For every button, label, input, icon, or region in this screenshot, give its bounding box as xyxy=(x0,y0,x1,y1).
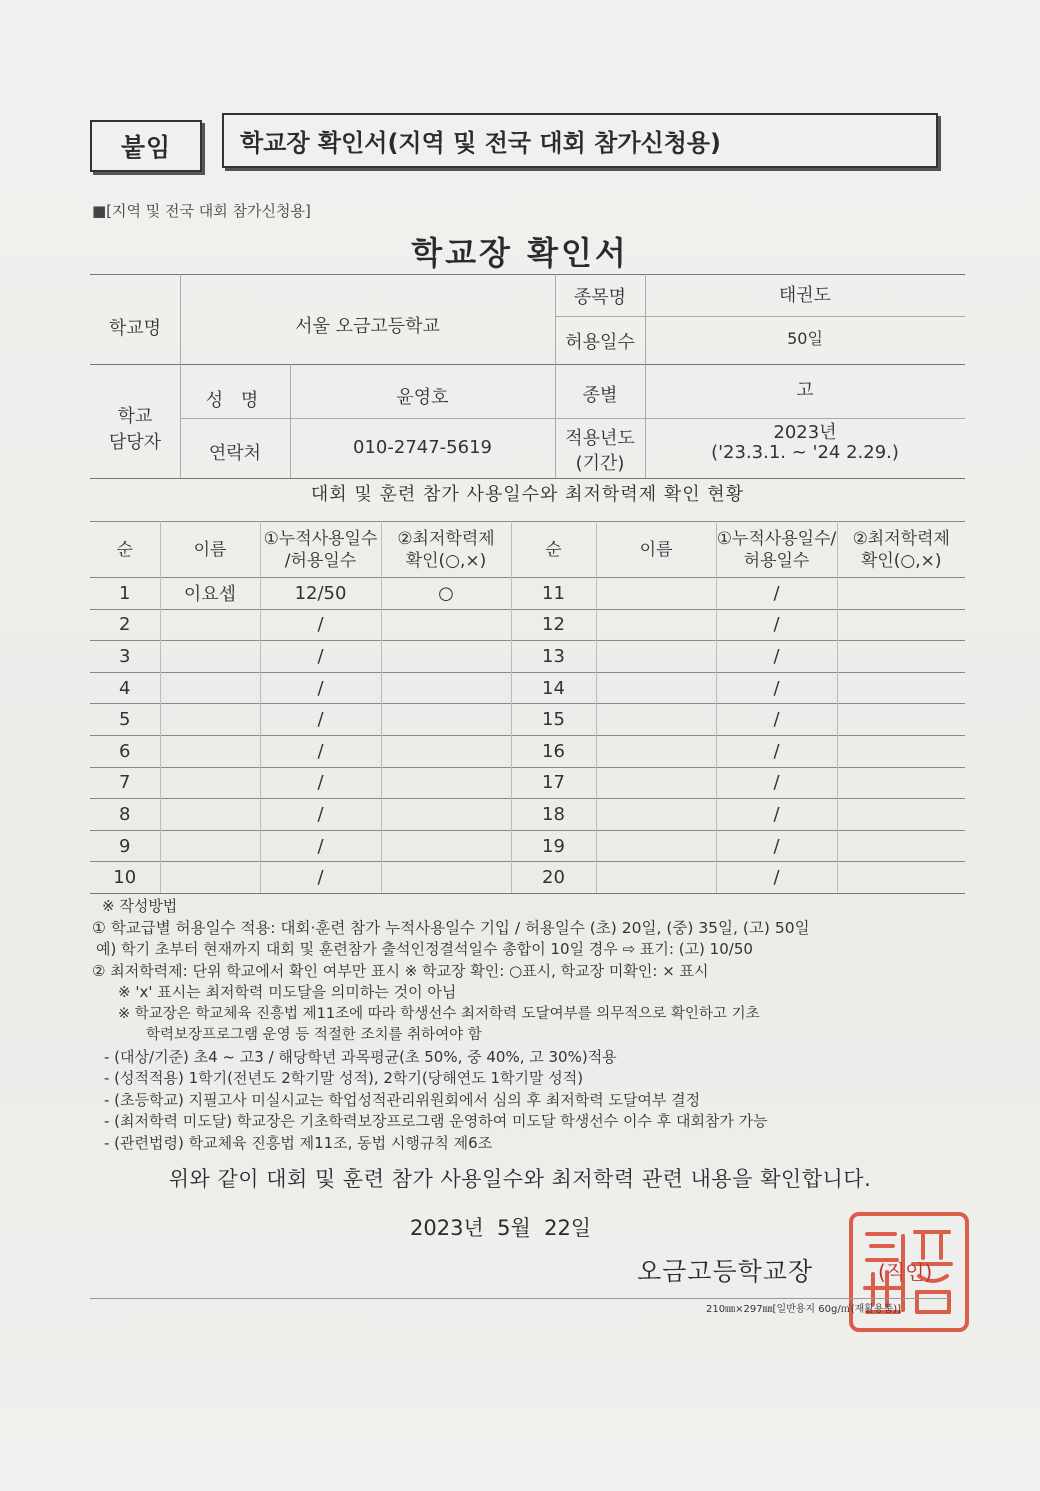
roster-cell-r-check xyxy=(837,767,965,799)
year-value: 2023년 xyxy=(773,422,837,443)
note-line: - (관련법령) 학교체육 진흥법 제11조, 동법 시행규칙 제6조 xyxy=(104,1133,493,1152)
roster-cell-r-name xyxy=(596,609,716,641)
roster-cell-r-usage: / xyxy=(716,641,837,673)
roster-cell-r-name xyxy=(596,735,716,767)
roster-cell-r-usage: / xyxy=(716,799,837,831)
col-check-r-line2: 확인(○,×) xyxy=(860,550,942,571)
writing-instructions xyxy=(92,896,972,1154)
info-mid-rule-right xyxy=(555,316,965,317)
table-row xyxy=(90,672,965,704)
roster-cell-l-usage: / xyxy=(260,799,381,831)
col-check-r xyxy=(837,522,965,578)
col-name-r: 이름 xyxy=(596,522,716,578)
info-bottom-rule xyxy=(90,478,965,479)
table-row xyxy=(90,735,965,767)
roster-cell-r-no: 15 xyxy=(511,704,596,736)
roster-cell-l-check xyxy=(381,799,511,831)
sport-value: 태권도 xyxy=(778,285,832,306)
school-label: 학교명 xyxy=(108,318,162,339)
note-line: ※ 'x' 표시는 최저학력 미도달을 의미하는 것이 아님 xyxy=(118,983,457,1001)
note-line: - (성적적용) 1학기(전년도 2학기말 성적), 2학기(당해연도 1학기말 성적) xyxy=(104,1069,584,1087)
table-row xyxy=(90,767,965,799)
roster-cell-l-name xyxy=(160,672,260,704)
paper-spec: 210㎜×297㎜[일반용지 60g/㎡(재활용품)] xyxy=(706,1304,902,1315)
table-row xyxy=(90,578,965,610)
roster-cell-r-check xyxy=(837,641,965,673)
allowed-days-value: 50일 xyxy=(787,329,823,348)
roster-cell-r-name xyxy=(596,641,716,673)
roster-cell-r-check xyxy=(837,862,965,894)
roster-cell-r-usage: / xyxy=(716,830,837,862)
form-title: 학교장 확인서(지역 및 전국 대회 참가신청용) xyxy=(222,113,938,168)
roster-cell-r-usage: / xyxy=(716,672,837,704)
table-row xyxy=(90,704,965,736)
roster-cell-r-name xyxy=(596,578,716,610)
roster-cell-r-no: 13 xyxy=(511,641,596,673)
manager-label-line1: 학교 xyxy=(117,406,153,427)
roster-cell-l-no: 5 xyxy=(90,704,160,736)
roster-cell-l-usage: / xyxy=(260,704,381,736)
roster-cell-r-check xyxy=(837,609,965,641)
roster-cell-r-no: 11 xyxy=(511,578,596,610)
manager-label-line2: 담당자 xyxy=(108,432,162,453)
roster-cell-l-check xyxy=(381,862,511,894)
note-line: - (대상/기준) 초4 ~ 고3 / 해당학년 과목평균(초 50%, 중 40%, 고 30%)적용 xyxy=(104,1047,617,1066)
footer-rule xyxy=(90,1298,950,1299)
roster-cell-r-check xyxy=(837,704,965,736)
roster-cell-r-name xyxy=(596,767,716,799)
roster-cell-l-no: 1 xyxy=(90,578,160,610)
roster-cell-l-name xyxy=(160,830,260,862)
note-line: ※ 작성방법 xyxy=(102,897,178,915)
table-row xyxy=(90,609,965,641)
roster-cell-r-check xyxy=(837,830,965,862)
note-line: ※ 학교장은 학교체육 진흥법 제11조에 따라 학생선수 최저학력 도달여부를 의무적으로 확인하고 기초 xyxy=(118,1005,760,1022)
roster-cell-l-no: 10 xyxy=(90,862,160,894)
level-label: 종별 xyxy=(582,385,618,406)
roster-cell-l-name xyxy=(160,704,260,736)
attachment-label: 붙임 xyxy=(90,120,202,172)
roster-cell-l-no: 3 xyxy=(90,641,160,673)
col-usage-r-line2: 허용일수 xyxy=(743,550,810,571)
roster-cell-l-no: 2 xyxy=(90,609,160,641)
col-no: 순 xyxy=(90,522,160,578)
name-value: 윤영호 xyxy=(396,387,449,408)
roster-cell-r-name xyxy=(596,799,716,831)
roster-cell-r-check xyxy=(837,578,965,610)
roster-cell-r-no: 17 xyxy=(511,767,596,799)
year-label-line2: (기간) xyxy=(575,453,625,474)
col-check-line2: 확인(○,×) xyxy=(405,550,487,571)
roster-cell-l-usage: / xyxy=(260,609,381,641)
school-value: 서울 오금고등학교 xyxy=(295,316,440,337)
roster-cell-l-check xyxy=(381,609,511,641)
roster-cell-r-check xyxy=(837,799,965,831)
roster-cell-l-no: 9 xyxy=(90,830,160,862)
roster-cell-r-no: 14 xyxy=(511,672,596,704)
info-top-rule xyxy=(90,274,965,275)
roster-cell-l-name xyxy=(160,641,260,673)
sport-label: 종목명 xyxy=(573,287,627,308)
table-row xyxy=(90,862,965,894)
roster-cell-l-name xyxy=(160,609,260,641)
roster-cell-r-usage: / xyxy=(716,609,837,641)
allowed-days-label: 허용일수 xyxy=(565,332,635,353)
roster-cell-r-no: 20 xyxy=(511,862,596,894)
roster-cell-l-usage: / xyxy=(260,735,381,767)
usage-tag: ■[지역 및 전국 대회 참가신청용] xyxy=(92,202,311,220)
roster-cell-r-usage: / xyxy=(716,704,837,736)
col-no-r: 순 xyxy=(511,522,596,578)
roster-cell-l-name xyxy=(160,735,260,767)
roster-cell-l-check xyxy=(381,704,511,736)
roster-cell-r-check xyxy=(837,672,965,704)
roster-cell-l-check xyxy=(381,830,511,862)
col-check xyxy=(381,522,511,578)
col-usage xyxy=(260,522,381,578)
page-title: 학교장 확인서 xyxy=(411,234,629,272)
roster-cell-r-no: 19 xyxy=(511,830,596,862)
col-usage-line1: ①누적사용일수 xyxy=(263,528,378,549)
col-check-r-line1: ②최저학력제 xyxy=(852,528,950,549)
info-section-rule xyxy=(90,364,965,365)
section-title: 대회 및 훈련 참가 사용일수와 최저학력제 확인 현황 xyxy=(310,484,745,505)
roster-cell-r-no: 12 xyxy=(511,609,596,641)
roster-cell-r-no: 18 xyxy=(511,799,596,831)
roster-cell-l-no: 7 xyxy=(90,767,160,799)
note-line: - (최저학력 미도달) 학교장은 기초학력보장프로그램 운영하여 미도달 학생선수 이수 후 대회참가 가능 xyxy=(104,1112,768,1130)
note-line: - (초등학교) 지필고사 미실시교는 학업성적관리위원회에서 심의 후 최저학력 도달여부 결정 xyxy=(104,1090,701,1109)
document-date: 2023년 5월 22일 xyxy=(410,1216,592,1240)
roster-cell-l-check xyxy=(381,641,511,673)
roster-cell-r-name xyxy=(596,704,716,736)
roster-cell-r-name xyxy=(596,672,716,704)
roster-cell-l-no: 6 xyxy=(90,735,160,767)
roster-cell-l-check: ○ xyxy=(381,578,511,610)
roster-cell-l-usage: / xyxy=(260,862,381,894)
table-row xyxy=(90,641,965,673)
roster-cell-l-usage: / xyxy=(260,641,381,673)
col-usage-r-line1: ①누적사용일수/ xyxy=(716,528,837,549)
period-value: ('23.3.1. ~ '24 2.29.) xyxy=(711,442,899,463)
year-label-line1: 적용년도 xyxy=(565,428,635,449)
table-row xyxy=(90,830,965,862)
col-check-line1: ②최저학력제 xyxy=(397,528,495,549)
roster-table xyxy=(90,521,965,894)
roster-cell-l-usage: / xyxy=(260,767,381,799)
roster-cell-r-name xyxy=(596,830,716,862)
col-usage-r xyxy=(716,522,837,578)
contact-label: 연락처 xyxy=(208,443,262,464)
roster-cell-l-check xyxy=(381,767,511,799)
roster-cell-l-name xyxy=(160,862,260,894)
roster-cell-l-usage: / xyxy=(260,830,381,862)
roster-cell-r-check xyxy=(837,735,965,767)
note-line: ① 학교급별 허용일수 적용: 대회·훈련 참가 누적사용일수 기입 / 허용일수 (초) 20일, (중) 35일, (고) 50일 xyxy=(92,918,810,937)
name-label: 성 명 xyxy=(205,390,265,411)
roster-cell-r-usage: / xyxy=(716,578,837,610)
confirmation-text: 위와 같이 대회 및 훈련 참가 사용일수와 최저학력 관련 내용을 확인합니다. xyxy=(168,1167,872,1191)
col-name: 이름 xyxy=(160,522,260,578)
roster-header-row xyxy=(90,522,965,578)
seal-label: (직인) xyxy=(878,1260,933,1284)
roster-cell-l-usage: / xyxy=(260,672,381,704)
roster-cell-r-usage: / xyxy=(716,767,837,799)
roster-cell-l-check xyxy=(381,672,511,704)
note-line: ② 최저학력제: 단위 학교에서 확인 여부만 표시 ※ 학교장 확인: ○표시, 학교장 미확인: × 표시 xyxy=(92,961,709,980)
note-line: 예) 학기 초부터 현재까지 대회 및 훈련참가 출석인정결석일수 총합이 10일 경우 ⇨ 표기: (고) 10/50 xyxy=(96,940,753,958)
roster-cell-r-usage: / xyxy=(716,735,837,767)
roster-cell-l-no: 4 xyxy=(90,672,160,704)
roster-cell-l-no: 8 xyxy=(90,799,160,831)
level-value: 고 xyxy=(796,380,814,401)
info-vline-2 xyxy=(290,364,291,478)
roster-cell-l-name xyxy=(160,767,260,799)
roster-cell-r-usage: / xyxy=(716,862,837,894)
roster-cell-l-name xyxy=(160,799,260,831)
roster-cell-l-usage: 12/50 xyxy=(260,578,381,610)
roster-cell-l-check xyxy=(381,735,511,767)
roster-cell-r-name xyxy=(596,862,716,894)
roster-cell-r-no: 16 xyxy=(511,735,596,767)
col-usage-line2: /허용일수 xyxy=(284,550,357,571)
table-row xyxy=(90,799,965,831)
contact-value: 010-2747-5619 xyxy=(353,437,492,458)
note-line: 학력보장프로그램 운영 등 적절한 조치를 취하여야 함 xyxy=(146,1027,482,1043)
roster-cell-l-name: 이요셉 xyxy=(160,578,260,610)
signer-name: 오금고등학교장 xyxy=(637,1257,814,1286)
